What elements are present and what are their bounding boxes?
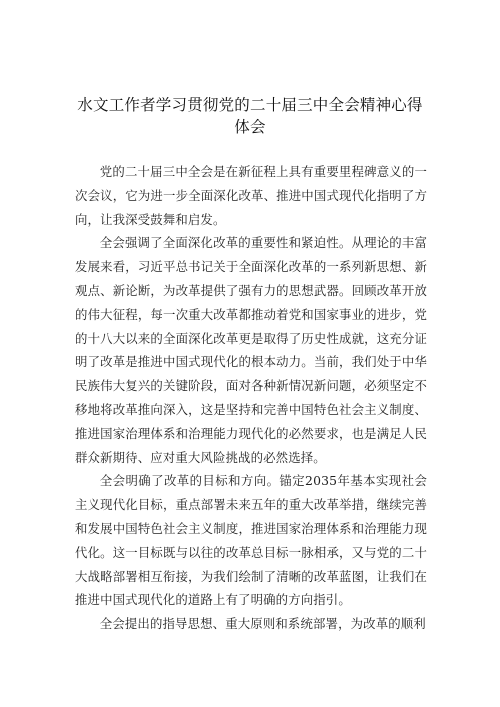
paragraph: 党的二十届三中全会是在新征程上具有重要里程碑意义的一次会议，它为进一步全面深化改革、推进中国式现代化指明了方向，让我深受鼓舞和启发。	[75, 164, 427, 227]
paragraph: 全会提出的指导思想、重大原则和系统部署，为改革的顺利	[99, 616, 426, 632]
paragraph: 全会强调了全面深化改革的重要性和紧迫性。从理论的丰富发展来看，习近平总书记关于全面深化改革的一系列新思想、新观点、新论断，为改革提供了强有力的思想武器。回顾改革开放的伟大征程，每一次重大改革都推动着党和国家事业的进步，党的十八大以来的全面深化改革更是取得了历史性成就，这充分证明了改革是推进中国式现代化的根本动力。当前，我们处于中华民族伟大复兴的关键阶段，面对各种新情况新问题，必须坚定不移地将改革推向深入，这是坚持和完善中国特色社会主义制度、推进国家治理体系和治理能力现代化的必然要求，也是满足人民群众新期待、应对重大风险挑战的必然选择。	[75, 235, 427, 465]
paragraph: 全会明确了改革的目标和方向。锚定2035年基本实现社会主义现代化目标，重点部署未来五年的重大改革举措，继续完善和发展中国特色社会主义制度，推进国家治理体系和治理能力现代化。这一目标既与以往的改革总目标一脉相承，又与党的二十大战略部署相互衔接，为我们绘制了清晰的改革蓝图，让我们在推进中国式现代化的道路上有了明确的方向指引。	[75, 473, 427, 608]
document-body	[75, 160, 427, 636]
page-title: 水文工作者学习贯彻党的二十届三中全会精神心得体会	[77, 96, 423, 136]
